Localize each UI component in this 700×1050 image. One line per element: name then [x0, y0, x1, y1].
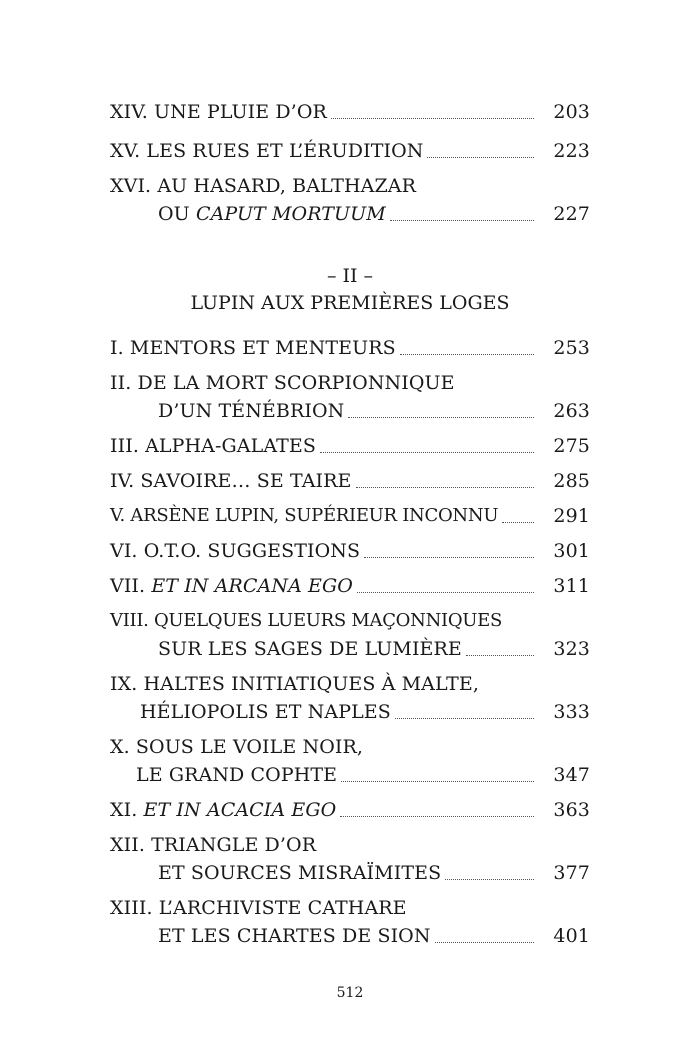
toc-entry-title-italic: CAPUT MORTUUM: [195, 203, 386, 225]
toc-entry-title: I. MENTORS ET MENTEURS: [110, 337, 396, 359]
toc-entry: [110, 369, 590, 425]
toc-entry-page: 311: [553, 575, 590, 597]
toc-entry: [110, 537, 590, 565]
toc-entry-title: XII. TRIANGLE D’OR: [110, 834, 317, 856]
toc-entry-number: VII.: [110, 575, 152, 597]
toc-entry-page: 323: [553, 638, 590, 660]
toc-entry-title: XIV. UNE PLUIE D’OR: [110, 101, 327, 123]
toc-entry: [110, 334, 590, 362]
toc-entry-title: [110, 572, 353, 600]
toc-entry: [110, 733, 590, 789]
toc-entry-title-continued: HÉLIOPOLIS ET NAPLES: [140, 701, 391, 723]
toc-entry-page: 285: [553, 470, 590, 492]
dot-leader: [395, 718, 534, 719]
toc-entry-title-continued: [110, 200, 386, 228]
toc-entry: [110, 137, 590, 165]
toc-entry: [110, 467, 590, 495]
dot-leader: [320, 452, 534, 453]
dot-leader: [356, 487, 534, 488]
toc-entry-title-italic: ET IN ARCANA EGO: [151, 575, 353, 597]
section-title: LUPIN AUX PREMIÈRES LOGES: [190, 292, 510, 314]
toc-entry-title-part: OU: [158, 203, 196, 225]
toc-entry-title: [110, 796, 336, 824]
toc-entry-page: 253: [553, 337, 590, 359]
toc-entry-page: 333: [553, 701, 590, 723]
toc-entry: [110, 607, 590, 663]
toc-entry-page: 227: [553, 203, 590, 225]
toc-block-part-two: [110, 334, 590, 950]
toc-entry: [110, 172, 590, 228]
toc-entry-number: XI.: [110, 799, 144, 821]
toc-block-part-one: [110, 98, 590, 228]
toc-entry-page: 223: [553, 140, 590, 162]
toc-entry-page: 263: [553, 400, 590, 422]
toc-entry-title: XVI. AU HASARD, BALTHAZAR: [110, 175, 417, 197]
toc-entry-title: IV. SAVOIRE… SE TAIRE: [110, 470, 352, 492]
dot-leader: [357, 592, 534, 593]
toc-entry: [110, 796, 590, 824]
toc-entry-page: 363: [553, 799, 590, 821]
toc-entry-page: 275: [553, 435, 590, 457]
dot-leader: [400, 354, 534, 355]
dot-leader: [341, 781, 534, 782]
toc-entry-page: 377: [553, 862, 590, 884]
toc-entry-title: V. ARSÈNE LUPIN, SUPÉRIEUR INCONNU: [110, 505, 499, 526]
toc-entry: [110, 831, 590, 887]
toc-entry-title: III. ALPHA-GALATES: [110, 435, 316, 457]
toc-entry-page: 301: [553, 540, 590, 562]
dot-leader: [331, 118, 534, 119]
toc-entry-title-continued: SUR LES SAGES DE LUMIÈRE: [158, 638, 462, 660]
toc-entry-title-continued: LE GRAND COPHTE: [136, 764, 338, 786]
toc-entry-page: 203: [553, 101, 590, 123]
toc-entry-title-continued: D’UN TÉNÉBRION: [158, 400, 345, 422]
toc-entry-title: IX. HALTES INITIATIQUES À MALTE,: [110, 673, 480, 695]
toc-entry-page: 401: [553, 925, 590, 947]
page-number: 512: [336, 985, 364, 1001]
toc-entry: [110, 572, 590, 600]
toc-entry-title: II. DE LA MORT SCORPIONNIQUE: [110, 372, 455, 394]
toc-entry: [110, 98, 590, 126]
toc-entry-title: XIII. L’ARCHIVISTE CATHARE: [110, 897, 407, 919]
toc-entry-title: X. SOUS LE VOILE NOIR,: [110, 736, 364, 758]
toc-entry-page: 347: [553, 764, 590, 786]
dot-leader: [340, 816, 534, 817]
section-number: – II –: [326, 265, 374, 287]
dot-leader: [364, 557, 534, 558]
dot-leader: [435, 942, 534, 943]
dot-leader: [466, 655, 534, 656]
dot-leader: [390, 220, 534, 221]
toc-entry-title: VI. O.T.O. SUGGESTIONS: [110, 540, 361, 562]
dot-leader: [427, 157, 534, 158]
toc-entry: [110, 432, 590, 460]
dot-leader: [502, 522, 534, 523]
dot-leader: [348, 417, 534, 418]
toc-entry: [110, 502, 590, 530]
toc-entry: [110, 894, 590, 950]
toc-entry-title: XV. LES RUES ET L’ÉRUDITION: [110, 140, 424, 162]
toc-entry-title-continued: ET LES CHARTES DE SION: [158, 925, 431, 947]
toc-entry-title: VIII. QUELQUES LUEURS MAÇONNIQUES: [110, 610, 503, 631]
dot-leader: [445, 879, 534, 880]
toc-entry: [110, 670, 590, 726]
toc-entry-page: 291: [553, 505, 590, 527]
toc-entry-title-italic: ET IN ACACIA EGO: [143, 799, 337, 821]
toc-entry-title-continued: ET SOURCES MISRAÏMITES: [158, 862, 442, 884]
